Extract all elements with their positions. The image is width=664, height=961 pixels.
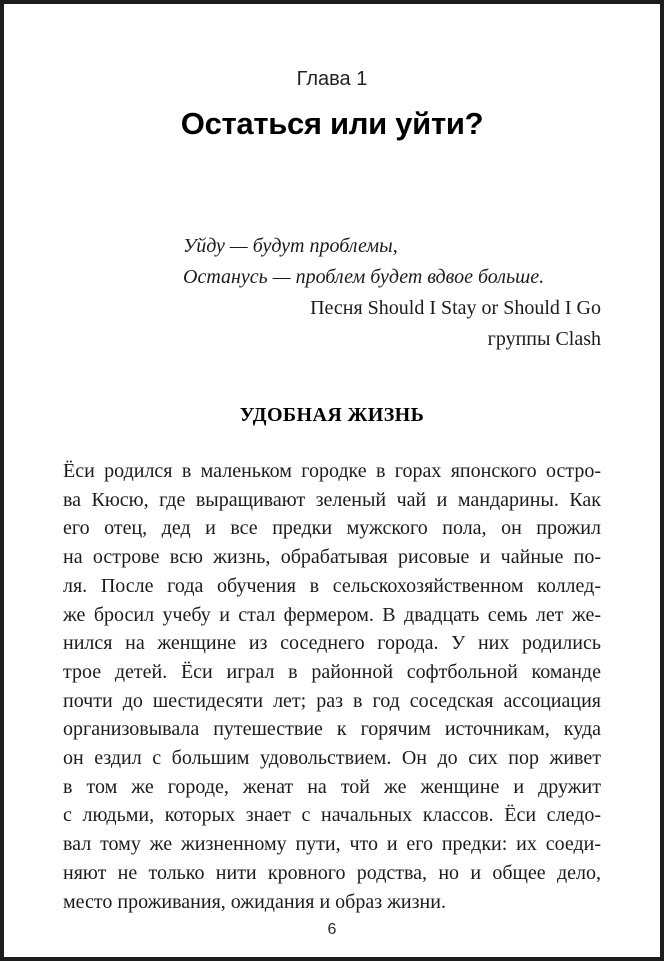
epigraph-line: Уйду — будут проблемы, — [183, 235, 398, 257]
text-line: почти до шестидесяти лет; раз в год соседская ассоциация — [63, 689, 601, 712]
text-line: место проживания, ожидания и образ жизни. — [63, 890, 446, 913]
epigraph-quote — [63, 231, 601, 293]
text-line: организовывала путешествие к горячим источникам, куда — [63, 718, 601, 741]
text-line: в том же городе, женат на той же женщине и дружит — [63, 775, 601, 798]
text-line: на острове всю жизнь, обрабатывая рисовые и чайные по- — [63, 546, 601, 569]
epigraph-line: Останусь — проблем будет вдвое больше. — [183, 266, 545, 288]
text-line: нился на женщине из соседнего города. У них родились — [63, 632, 601, 655]
chapter-title: Остаться или уйти? — [180, 106, 484, 141]
text-line: няют не только нити кровного родства, но и общее дело, — [63, 861, 601, 884]
text-line: же бросил учебу и стал фермером. В двадцать семь лет же- — [63, 603, 601, 626]
text-line: ля. После года обучения в сельскохозяйственном коллед- — [63, 574, 601, 597]
chapter-label: Глава 1 — [296, 68, 368, 90]
epigraph-attribution-line: группы Clash — [487, 328, 601, 350]
text-line: Ёси родился в маленьком городке в горах японского остро- — [63, 460, 601, 482]
epigraph-attribution — [63, 293, 601, 355]
text-line: с людьми, которых знает с начальных классов. Ёси следо- — [63, 804, 601, 827]
body-paragraph — [63, 457, 601, 916]
text-line: он ездил с большим удовольствием. Он до сих пор живет — [63, 747, 601, 770]
page-number: 6 — [327, 921, 337, 939]
text-line: вал тому же жизненному пути, что и его предки: их соеди- — [63, 833, 601, 856]
epigraph — [63, 231, 601, 355]
epigraph-attribution-line: Песня Should I Stay or Should I Go — [310, 297, 601, 319]
section-heading: УДОБНАЯ ЖИЗНЬ — [239, 404, 425, 426]
text-line: ва Кюсю, где выращивают зеленый чай и мандарины. Как — [63, 488, 601, 511]
text-line: трое детей. Ёси играл в районной софтбольной команде — [63, 660, 601, 683]
text-line: его отец, дед и все предки мужского пола, он прожил — [63, 517, 601, 540]
